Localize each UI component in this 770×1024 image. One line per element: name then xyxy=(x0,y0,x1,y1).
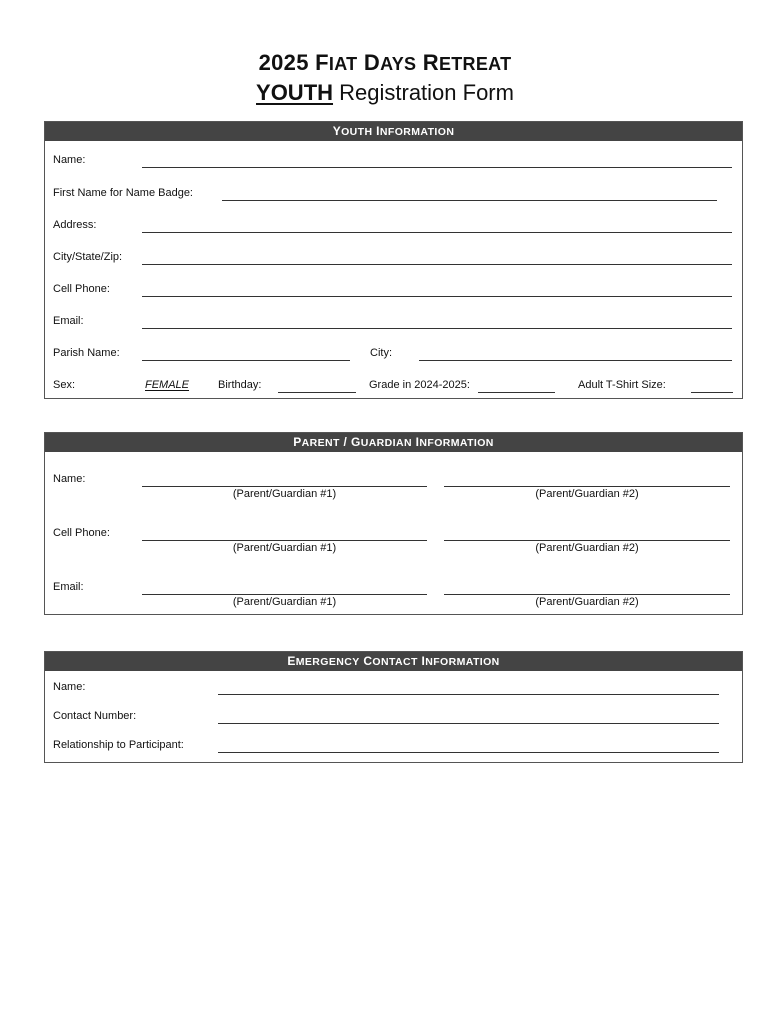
parent2-email-caption: (Parent/Guardian #2) xyxy=(535,596,639,608)
parent1-name-caption: (Parent/Guardian #1) xyxy=(232,488,337,500)
form-subtitle: YOUTH Registration Form xyxy=(256,80,514,105)
grade-field[interactable] xyxy=(478,392,555,393)
youth-name-field[interactable] xyxy=(142,167,732,168)
youth-cell-field[interactable] xyxy=(142,296,732,297)
parent1-name-field[interactable] xyxy=(142,486,427,487)
emergency-contact-number-field[interactable] xyxy=(218,723,719,724)
parent-email-label: Email: xyxy=(53,581,84,593)
sex-label: Sex: xyxy=(53,379,76,391)
parent1-cell-field[interactable] xyxy=(142,540,427,541)
city-state-zip-field[interactable] xyxy=(142,264,732,265)
parent2-name-field[interactable] xyxy=(444,486,730,487)
badge-name-label: First Name for Name Badge: xyxy=(53,187,193,199)
city-field[interactable] xyxy=(419,360,732,361)
parent1-email-caption: (Parent/Guardian #1) xyxy=(232,596,337,608)
parent1-cell-caption: (Parent/Guardian #1) xyxy=(232,542,337,554)
city-label: City: xyxy=(370,347,392,359)
tshirt-size-label: Adult T-Shirt Size: xyxy=(578,379,666,391)
birthday-label: Birthday: xyxy=(218,379,262,391)
badge-name-field[interactable] xyxy=(222,200,717,201)
youth-cell-label: Cell Phone: xyxy=(53,283,110,295)
emergency-name-field[interactable] xyxy=(218,694,719,695)
emergency-contact-section xyxy=(44,651,743,763)
address-label: Address: xyxy=(53,219,97,231)
sex-value[interactable]: FEMALE xyxy=(145,379,190,391)
youth-information-header: YOUTH INFORMATION xyxy=(45,122,742,141)
parent-guardian-header: PARENT / GUARDIAN INFORMATION xyxy=(45,433,742,452)
parent2-name-caption: (Parent/Guardian #2) xyxy=(535,488,639,500)
relationship-field[interactable] xyxy=(218,752,719,753)
parent2-email-field[interactable] xyxy=(444,594,730,595)
youth-email-label: Email: xyxy=(53,315,84,327)
parent1-email-field[interactable] xyxy=(142,594,427,595)
city-state-zip-label: City/State/Zip: xyxy=(53,251,123,263)
parent-name-label: Name: xyxy=(53,473,86,485)
parent-cell-label: Cell Phone: xyxy=(53,527,110,539)
parent2-cell-caption: (Parent/Guardian #2) xyxy=(535,542,639,554)
tshirt-size-field[interactable] xyxy=(691,392,733,393)
grade-label: Grade in 2024-2025: xyxy=(369,379,470,391)
emergency-contact-number-label: Contact Number: xyxy=(53,710,137,722)
relationship-label: Relationship to Participant: xyxy=(53,739,184,751)
parent2-cell-field[interactable] xyxy=(444,540,730,541)
parish-field[interactable] xyxy=(142,360,350,361)
form-title: 2025 FIAT DAYS RETREAT xyxy=(258,50,512,75)
birthday-field[interactable] xyxy=(278,392,356,393)
emergency-contact-header: EMERGENCY CONTACT INFORMATION xyxy=(45,652,742,671)
emergency-name-label: Name: xyxy=(53,681,86,693)
youth-information-section xyxy=(44,121,743,399)
youth-name-label: Name: xyxy=(53,154,86,166)
parish-label: Parish Name: xyxy=(53,347,120,359)
address-field[interactable] xyxy=(142,232,732,233)
youth-email-field[interactable] xyxy=(142,328,732,329)
parent-guardian-section xyxy=(44,432,743,615)
